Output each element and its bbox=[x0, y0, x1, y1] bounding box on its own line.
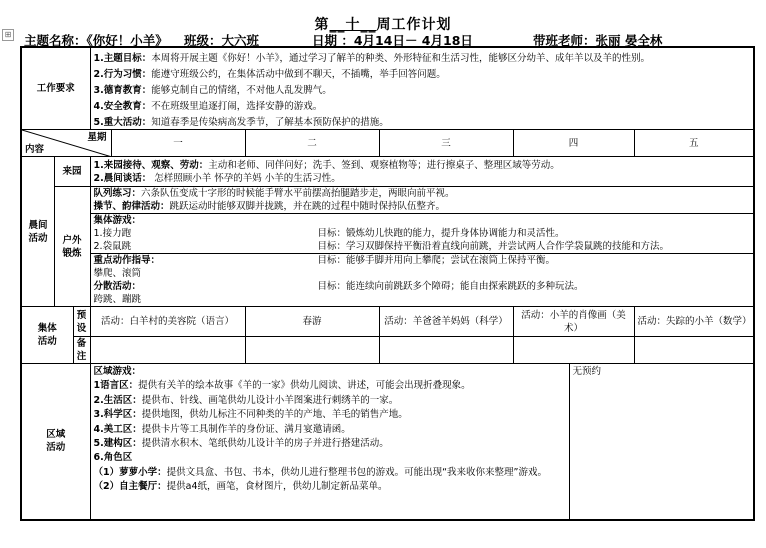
req-item: 2.行为习惯：能遵守班级公约，在集体活动中做到不聊天，不插嘴，举手回答问题。 bbox=[93, 69, 446, 80]
plan-table bbox=[20, 46, 755, 521]
area-activity-content: 区域游戏： 1语言区：提供有关羊的绘本故事《羊的一家》供幼儿阅读、讲述，可能会出现折叠现象。 2.生活区：提供布、针线、画笔供幼儿设计小羊图案进行刺绣羊的一家。 3.科学区：提供地图，供幼儿标注不同种类的羊的产地、羊毛的销售产地。 4.美工区：提供卡片等工具制作羊的身份证、满月宴邀请函。 5.建构区：提供清水积木、笔纸供幼儿设计羊的房子并进行搭建活动。 6.角色区 （1）萝萝小学：提供文具盒、书包、书本，供幼儿进行整理书包的游戏。可能出现“我来收你来整理”游戏。 （2）自主餐厅：提供a4纸，画笔，食材图片，供幼儿制定新品菜单。 bbox=[90, 364, 569, 520]
day-header: 三 bbox=[379, 130, 513, 157]
day-header: 一 bbox=[111, 130, 245, 157]
day-header: 二 bbox=[245, 130, 379, 157]
game-row: 1.接力跑 目标：锻炼幼儿快跑的能力，提升身体协调能力和灵活性。 bbox=[93, 228, 565, 239]
collective-activity-label: 集体活动 bbox=[21, 307, 73, 364]
theme-name: 主题名称：《你好！小羊》 bbox=[24, 33, 168, 48]
role-area-sub-2: （2）自主餐厅：提供a4纸，画笔，食材图片，供幼儿制定新品菜单。 bbox=[93, 481, 388, 493]
area-item: 6.角色区 bbox=[93, 452, 133, 464]
note-day-5 bbox=[634, 337, 754, 364]
req-item: 5.重大活动：知道春季是传染病高发季节，了解基本预防保护的措施。 bbox=[93, 117, 389, 128]
plan-day-1: 活动：白羊村的美容院（语言） bbox=[90, 307, 245, 337]
table-move-handle-icon[interactable]: ⊞ bbox=[2, 29, 14, 41]
content-label: 内容 bbox=[25, 144, 45, 155]
plan-day-3: 活动：羊爸爸羊妈妈（科学） bbox=[379, 307, 513, 337]
outdoor-exercise-label: 户外锻炼 bbox=[54, 187, 90, 307]
work-requirements-label: 工作要求 bbox=[21, 47, 90, 130]
area-side-note: 无预约 bbox=[569, 364, 754, 520]
week-label: 星期 bbox=[87, 132, 107, 143]
area-item: 4.美工区：提供卡片等工具制作羊的身份证、满月宴邀请函。 bbox=[93, 423, 351, 435]
date-range: 日期 ：4月14日－ 4月18日 bbox=[312, 33, 473, 48]
role-area-sub-1: （1）萝萝小学：提供文具盒、书包、书本，供幼儿进行整理书包的游戏。可能出现“我来收你来整理”游戏。 bbox=[93, 466, 547, 478]
req-item: 3.德育教育：能够克制自己的情绪，不对他人乱发脾气。 bbox=[93, 85, 332, 96]
work-requirements-content bbox=[90, 47, 754, 130]
area-item: 5.建构区：提供清水积木、笔纸供幼儿设计羊的房子并进行搭建活动。 bbox=[93, 438, 389, 450]
area-item: 3.科学区：提供地图，供幼儿标注不同种类的羊的产地、羊毛的销售产地。 bbox=[93, 409, 408, 421]
arrival-label: 来园 bbox=[54, 157, 90, 187]
day-header: 五 bbox=[634, 130, 754, 157]
req-item: 4.安全教育：不在班级里追逐打闹，选择安静的游戏。 bbox=[93, 101, 323, 112]
plan-day-4: 活动：小羊的肖像画（美术） bbox=[513, 307, 634, 337]
plan-day-5: 活动：失踪的小羊（数学） bbox=[634, 307, 754, 337]
class-name: 班级：大六班 bbox=[184, 33, 260, 48]
note-day-3 bbox=[379, 337, 513, 364]
morning-activity-label: 晨间活动 bbox=[21, 157, 54, 307]
area-item: 2.生活区：提供布、针线、画笔供幼儿设计小羊图案进行刺绣羊的一家。 bbox=[93, 394, 399, 406]
outdoor-exercise-content: 队列练习：六条队伍变成十字形的时候能手臂水平前摆高抬腿踏步走，两眼向前平视。 操节、韵律活动：跳跃运动时能够双脚并拢跳，并在跳的过程中随时保持队伍整齐。 集体游戏： 1.接力跑 目标：锻炼幼儿快跑的能力，提升身体协调能力和灵活性。 2.袋鼠跳 目标：学习双脚保持平衡沿着直线向前跳，并尝试两人合作学袋鼠跳的技能和方法。 重点动作指导： 攀爬、滚筒 目标：能够手脚并用向上攀爬；尝试在滚筒上保持平衡。 分散活动： 跨跳、蹦跳 目标：能连续向前跳跃多个障碍；能自由探索跳跃的多种玩法。 bbox=[90, 187, 754, 307]
area-activity-label: 区域活动 bbox=[21, 364, 90, 520]
game-row: 2.袋鼠跳 目标：学习双脚保持平衡沿着直线向前跳，并尝试两人合作学袋鼠跳的技能和方法。 bbox=[93, 241, 670, 252]
arrival-content: 1.来园接待、观察、劳动：主动和老师、同伴问好；洗手、签到、观察植物等；进行擦桌子、整理区域等劳动。 2.晨间谈话： 怎样照顾小羊 怀孕的羊妈 小羊的生活习性。 bbox=[90, 157, 754, 187]
corner-cell bbox=[21, 130, 111, 157]
plan-label: 预设 bbox=[73, 307, 90, 337]
note-day-4 bbox=[513, 337, 634, 364]
teachers: 带班老师：张丽 晏全林 bbox=[533, 33, 663, 48]
req-item: 1.主题目标：本周将开展主题《你好！小羊》，通过学习了解羊的种类、外形特征和生活习性，能够区分幼羊、成年羊以及羊的性别。 bbox=[93, 53, 651, 64]
note-day-1 bbox=[90, 337, 245, 364]
note-day-2 bbox=[245, 337, 379, 364]
day-header: 四 bbox=[513, 130, 634, 157]
area-item: 1语言区：提供有关羊的绘本故事《羊的一家》供幼儿阅读、讲述，可能会出现折叠现象。 bbox=[93, 380, 471, 392]
header-info bbox=[24, 31, 754, 47]
page-title: 第__十__周工作计划 bbox=[314, 17, 452, 33]
plan-day-2: 春游 bbox=[245, 307, 379, 337]
note-label: 备注 bbox=[73, 337, 90, 364]
